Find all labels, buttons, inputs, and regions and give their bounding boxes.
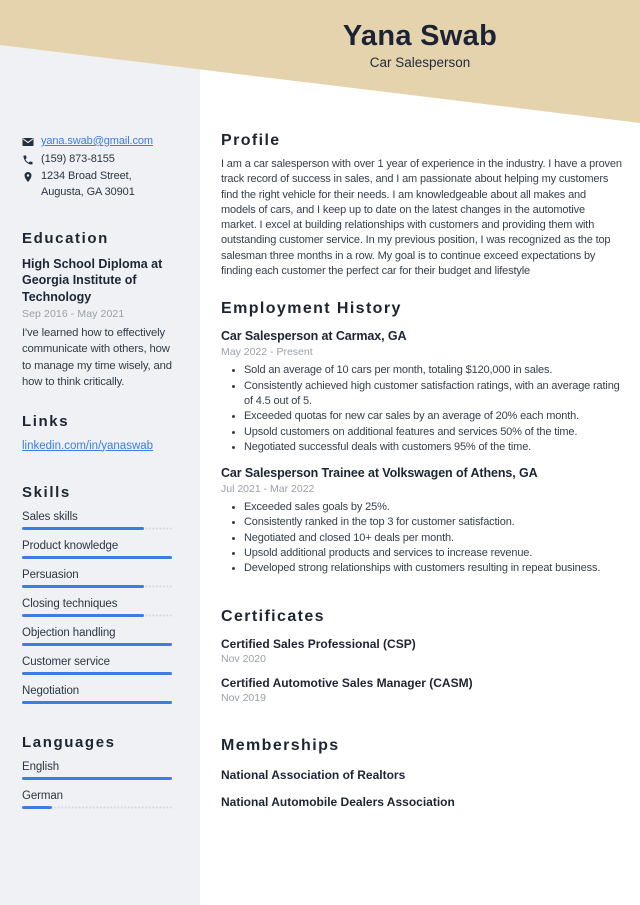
job-entry (221, 329, 622, 455)
skill-item (22, 627, 174, 646)
certificates-list (221, 637, 622, 704)
skill-bar-fill (22, 672, 172, 675)
profile-text: I am a car salesperson with over 1 year of experience in the industry. I have a proven track record of success in sales, and I am passionate about helping my customers find the right vehicle for their needs. I am knowledgeable about all makes and models of cars, and I keep up to date on the latest changes in the automotive market. I excel at building relationships with customers and providing them with outstanding customer service. In my previous position, I was recognized as the top salesman three months in a row. My goal is to continue exceed expectations by finding each customer the perfect car for their budget and lifestyle (221, 158, 622, 278)
contact-email-row (22, 134, 174, 150)
skill-bar-fill (22, 614, 144, 617)
language-level-bar (22, 777, 172, 780)
certificate-title: Certified Sales Professional (CSP) (221, 636, 416, 651)
employment-heading: Employment History (221, 300, 402, 318)
skill-level-bar (22, 556, 172, 559)
membership-entry: National Automobile Dealers Association (221, 794, 455, 809)
job-dates: Jul 2021 - Mar 2022 (221, 483, 315, 496)
envelope-icon (22, 136, 34, 148)
job-bullet: • Exceeded sales goals by 25%. (244, 500, 622, 515)
education-dates: Sep 2016 - May 2021 (22, 307, 125, 320)
main-column (221, 0, 622, 809)
education-degree: High School Diploma at Georgia Institute of Technology (22, 257, 163, 304)
job-bullets (221, 500, 622, 576)
skill-level-bar (22, 585, 172, 588)
certificate-date: Nov 2019 (221, 691, 266, 704)
membership-entry: National Association of Realtors (221, 767, 406, 782)
skill-level-bar (22, 672, 172, 675)
profile-heading: Profile (221, 132, 281, 149)
skill-bar-fill (22, 643, 172, 646)
education-description: I've learned how to effectively communicate with others, how to manage my time wisely, and how to think critically. (22, 326, 172, 389)
language-bar-fill (22, 806, 52, 809)
skill-bar-fill (22, 701, 172, 704)
skills-list (22, 511, 174, 704)
certificate-date: Nov 2020 (221, 652, 266, 665)
contact-phone: (159) 873-8155 (41, 152, 115, 165)
language-label: English (22, 760, 60, 773)
location-pin-icon (22, 171, 34, 183)
skill-label: Sales skills (22, 510, 78, 523)
skill-item (22, 569, 174, 588)
contact-email (41, 134, 153, 150)
certificates-heading: Certificates (221, 607, 325, 625)
links-list (22, 440, 174, 452)
language-level-bar (22, 806, 172, 809)
skill-bar-fill (22, 527, 144, 530)
skill-label: Negotiation (22, 684, 80, 697)
linkedin-link[interactable]: linkedin.com/in/yanaswab (22, 439, 154, 452)
phone-icon (22, 154, 34, 166)
skill-label: Persuasion (22, 568, 79, 581)
job-title: Car Salesperson at Carmax, GA (221, 329, 407, 344)
languages-list (22, 761, 174, 809)
education-heading: Education (22, 230, 109, 247)
skill-level-bar (22, 614, 172, 617)
sidebar (0, 0, 200, 905)
contact-address: 1234 Broad Street, Augusta, GA 30901 (41, 170, 135, 198)
job-bullet: • Upsold additional products and services to increase revenue. (244, 546, 622, 561)
certificate-entry (221, 676, 622, 704)
certificate-entry (221, 637, 622, 665)
contact-phone-row (22, 152, 174, 168)
skill-label: Closing techniques (22, 597, 118, 610)
skill-level-bar (22, 701, 172, 704)
job-entry (221, 466, 622, 576)
job-bullet: • Negotiated successful deals with customers 95% of the time. (244, 440, 622, 455)
language-label: German (22, 789, 63, 802)
language-item (22, 761, 174, 780)
certificate-title: Certified Automotive Sales Manager (CASM) (221, 675, 473, 690)
skill-item (22, 598, 174, 617)
person-role: Car Salesperson (369, 55, 471, 70)
skill-item (22, 511, 174, 530)
memberships-heading: Memberships (221, 736, 340, 754)
language-bar-fill (22, 777, 172, 780)
skill-level-bar (22, 643, 172, 646)
job-bullets (221, 363, 622, 455)
job-bullet: • Developed strong relationships with customers resulting in repeat business. (244, 561, 622, 576)
job-bullet: • Consistently ranked in the top 3 for customer satisfaction. (244, 515, 622, 530)
skill-level-bar (22, 527, 172, 530)
skill-item (22, 540, 174, 559)
skill-item (22, 656, 174, 675)
skill-bar-fill (22, 556, 172, 559)
job-bullet: • Exceeded quotas for new car sales by an average of 20% each month. (244, 409, 622, 424)
job-bullet: • Sold an average of 10 cars per month, totaling $120,000 in sales. (244, 363, 622, 378)
person-name: Yana Swab (342, 20, 498, 52)
skill-label: Product knowledge (22, 539, 119, 552)
job-title: Car Salesperson Trainee at Volkswagen of Athens, GA (221, 466, 538, 481)
jobs-list (221, 329, 622, 576)
job-bullet: • Negotiated and closed 10+ deals per month. (244, 531, 622, 546)
skill-bar-fill (22, 585, 144, 588)
languages-heading: Languages (22, 733, 116, 751)
skills-heading: Skills (22, 483, 71, 501)
memberships-list (221, 768, 622, 809)
language-item (22, 790, 174, 809)
skill-label: Objection handling (22, 626, 116, 639)
job-dates: May 2022 - Present (221, 346, 313, 359)
email-link[interactable]: yana.swab@gmail.com (41, 135, 153, 147)
skill-item (22, 685, 174, 704)
links-heading: Links (22, 412, 70, 430)
job-bullet: • Upsold customers on additional features and services 50% of the time. (244, 425, 622, 440)
skill-label: Customer service (22, 655, 110, 668)
job-bullet: • Consistently achieved high customer satisfaction ratings, with an average rating of 4.5 out of 5. (244, 379, 622, 410)
link-item (22, 440, 174, 452)
contact-address-row (22, 169, 174, 200)
